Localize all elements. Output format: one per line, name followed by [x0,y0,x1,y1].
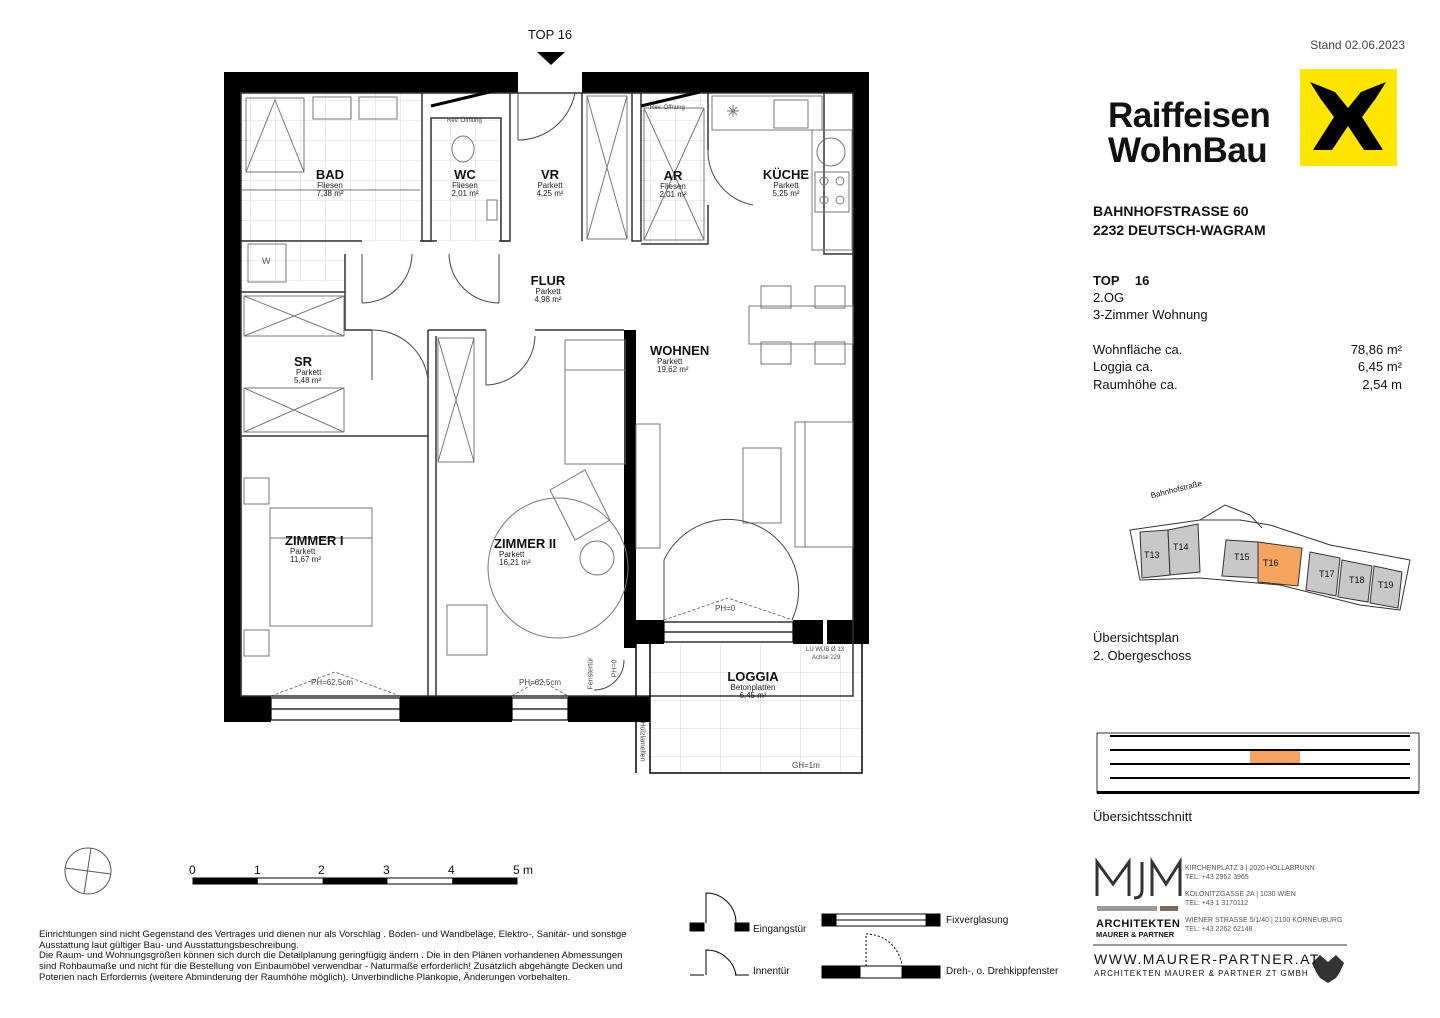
ph-label: PH=0 [715,604,736,613]
overview-unit: T15 [1234,552,1250,562]
architect-tel2: TEL: +43 1 3170112 [1185,900,1249,908]
metric-row [1093,359,1402,374]
disclaimer-line: Einrichtungen sind nicht Gegenstand des Vertrages und dienen nur als Vorschlag . Boden- und Wandbeläge, Elektro-, Sanitär- und sonstige [39,929,627,940]
unit-floor: 2.OG [1093,290,1125,305]
room-zimmer1 [285,534,365,564]
legend-drehkipp: Dreh-, o. Drehkippfenster [946,966,1059,977]
address-street: BAHNHOFSTRASSE 60 [1093,203,1249,219]
room-name: ZIMMER I [285,533,344,548]
architect-web[interactable]: WWW.MAURER-PARTNER.AT [1094,951,1320,967]
overview-unit: T16 [1263,558,1279,568]
room-floor: Parkett [499,549,525,559]
room-name: WOHNEN [650,343,710,358]
overview-unit: T13 [1144,550,1160,560]
room-floor: Fliesen [660,181,686,191]
ph-label: PH=62,5cm [519,678,562,687]
brand-name [1108,98,1270,168]
ph-label: PH=0 [611,659,619,678]
room-area: 2,01 m² [451,189,479,199]
architect-address [1185,864,1350,935]
disclaimer [39,930,679,983]
room-name: VR [540,167,560,182]
room-floor: Parkett [657,356,683,366]
brand-line1: Raiffeisen [1108,96,1271,135]
overview-section-title: Übersichtsschnitt [1093,809,1192,824]
metric-value: 2,54 m [1362,377,1402,392]
room-area: 2,01 m² [659,190,687,200]
room-area: 16,21 m² [499,558,531,568]
room-area: 11,67 m² [290,555,321,565]
metric-label: Wohnfläche ca. [1093,342,1183,357]
room-area: 4,98 m² [534,295,562,305]
unit-top-number: 16 [1134,273,1150,288]
entrance-arrow-icon [537,52,565,65]
room-name: AR [663,168,683,183]
disclaimer-line: Ausstattung laut gültiger Bau- und Ausstattungsbeschreibung. [39,939,299,951]
rev-opening-note: Rev. Öffnung [650,105,685,111]
washer-label: W [262,256,271,266]
disclaimer-line: Die Raum- und Wohnungsgrößen können sich durch die Detailplanung geringfügig ändern . Die in den Plänen vorhandenen Abmessungen [39,950,623,962]
room-loggia [718,670,788,700]
room-kueche [753,168,819,198]
bad-lower-tiles [241,241,345,281]
architect-company: ARCHITEKTEN MAURER & PARTNER ZT GMBH [1094,969,1309,978]
room-area: 4,25 m² [536,189,564,199]
scale-tick-label: 5 m [513,863,534,877]
architect-addr3: WIENER STRASSE 5/1/40 | 2100 KORNEUBURG [1185,917,1343,925]
top-marker: TOP 16 [527,27,573,42]
overview-unit: T19 [1378,580,1394,590]
room-area: 6,45 m² [739,691,767,701]
overview-unit: T17 [1319,569,1335,579]
legend-symbols [690,893,940,978]
architect-addr1: KIRCHENPLATZ 3 | 2020 HOLLABRUNN [1185,865,1315,872]
brand-line2: WohnBau [1108,131,1268,170]
legend-eingangstuer: Eingangstür [753,924,807,935]
unit-top-label: TOP [1093,273,1120,288]
overview-section [1097,733,1419,794]
room-wohnen [650,344,724,374]
overview-plan-title: Übersichtsplan [1093,630,1179,645]
overview-street: Bahnhofstraße [1149,478,1203,501]
holzlamellen-label: Holzlamellen [638,721,646,762]
metric-value: 6,45 m² [1357,359,1402,374]
stand-date: Stand 02.06.2023 [1310,38,1405,52]
metric-row [1093,342,1402,357]
room-floor: Fliesen [317,180,343,190]
room-name: FLUR [530,273,566,288]
room-area: 19,62 m² [657,365,689,375]
room-floor: Parkett [290,546,316,556]
architect-name2: MAURER & PARTNER [1096,930,1175,939]
gh-label: GH=1m [792,761,820,770]
room-sr [284,355,334,385]
room-name: SR [294,354,313,369]
scale-tick-label: 0 [189,863,196,877]
metric-value: 78,86 m² [1350,342,1402,357]
room-ar [648,169,698,199]
room-area: 5,48 m² [294,376,322,386]
metric-row [1093,377,1402,392]
unit-type: 3-Zimmer Wohnung [1093,307,1208,322]
room-name: LOGGIA [727,669,779,684]
room-zimmer2 [494,537,574,567]
metric-label: Raumhöhe ca. [1093,377,1178,392]
disclaimer-line: sind Rohbaumaße und nicht für die Bestellung von Einbaumöbel verwendbar - Naturmaße erforderlich! Zusätzlich abgehängte Decken und [39,960,623,972]
room-vr [525,168,575,198]
overview-plan-subtitle: 2. Obergeschoss [1093,648,1192,663]
rev-opening-note: Rev. Öffnung [447,118,482,124]
mjm-logo [1097,862,1180,898]
room-floor: Parkett [773,180,799,190]
scale-tick-label: 1 [254,863,261,877]
lue-label: LÜ WÜB Ø 13 [806,647,845,653]
room-floor: Parkett [535,286,561,296]
scale-tick-label: 3 [383,863,390,877]
achse-label: Achse 229 [812,655,841,661]
ph-label: PH=62,5cm [311,678,354,687]
room-name: BAD [315,167,345,182]
room-wc [440,168,490,198]
fenstertuer-label: Fenstertür [587,657,595,690]
room-floor: Betonplatten [730,682,776,692]
room-name: KÜCHE [762,167,810,182]
room-name: ZIMMER II [494,536,557,551]
architect-tel3: TEL: +43 2262 62148 [1185,926,1253,934]
room-area: 7,38 m² [316,189,344,199]
room-floor: Fliesen [452,180,478,190]
legend-innentuer: Innentür [753,966,790,977]
scale-tick-label: 4 [448,863,455,877]
room-name: WC [454,167,476,182]
room-floor: Parkett [537,180,563,190]
unit-top [1093,273,1149,288]
overview-unit: T14 [1173,542,1189,552]
address-city: 2232 DEUTSCH-WAGRAM [1093,222,1266,238]
overview-unit: T18 [1349,575,1365,585]
loggia-tiles [650,645,862,773]
room-floor: Parkett [296,367,322,377]
room-flur [518,274,578,304]
architect-addr2: KOLONITZGASSE 2A | 1030 WIEN [1185,891,1296,899]
architect-name1: ARCHITEKTEN [1096,918,1181,930]
north-arrow-icon [65,848,111,894]
architect-tel1: TEL: +43 2952 3965 [1185,874,1249,882]
raiffeisen-logo [1300,69,1397,166]
legend-fixverglasung: Fixverglasung [946,915,1009,926]
metric-label: Loggia ca. [1093,359,1153,374]
disclaimer-line: Poterien nach Erfordernis (weitere Abminderung der Raumhöhe möglich). Unverbindliche Plankopie, Änderungen vorbehalten. [39,971,571,983]
scale-tick-label: 2 [318,863,325,877]
room-bad [300,168,360,198]
scale-bar [193,878,517,884]
room-area: 5,25 m² [772,189,800,199]
architect-mark [1094,855,1096,856]
